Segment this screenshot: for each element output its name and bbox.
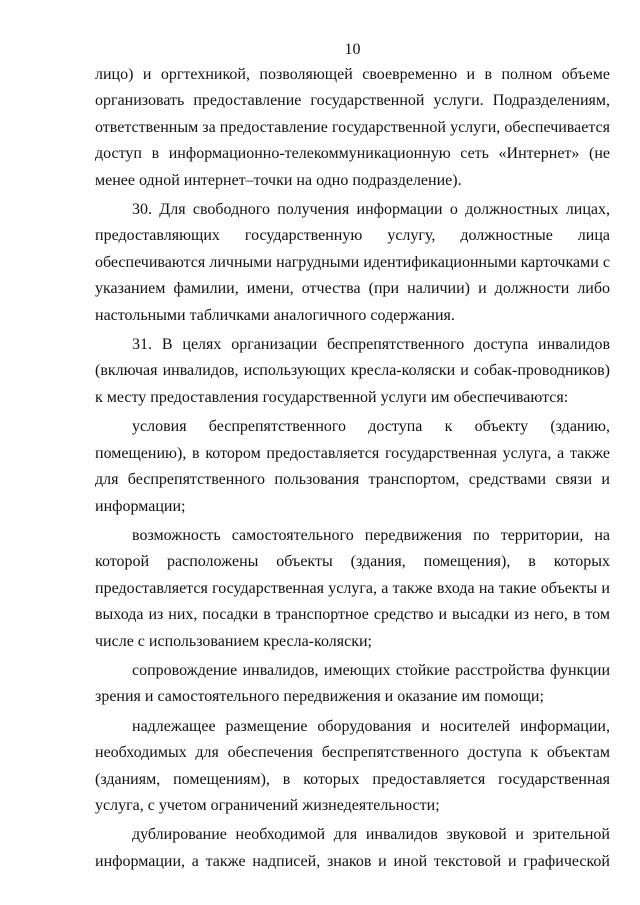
page-number: 10 [344,41,361,58]
document-text [95,62,610,878]
paragraph-item-31-conditions: условия беспрепятственного доступа к объекту (зданию, помещению), в котором предоставляется государственная услуга, а также для беспрепятственного пользования транспортом, средствами связи и информации; [95,418,610,515]
document-page [95,0,610,905]
paragraph-item-30: 30. Для свободного получения информации о должностных лицах, предоставляющих государственную услугу, должностные лица обеспечиваются личными нагрудными идентификационными карточками с указанием фамилии, имени, отчества (при наличии) и должности либо настольными табличками аналогичного содержания. [95,201,610,324]
paragraph-item-31-duplication: дублирование необходимой для инвалидов звуковой и зрительной информации, а также надписей, знаков и иной текстовой и графической [95,826,610,870]
paragraph-item-31-equipment: надлежащее размещение оборудования и носителей информации, необходимых для обеспечения беспрепятственного доступа к объектам (зданиям, помещениям), в которых предоставляется государственная услуга, с учетом ограничений жизнедеятельности; [95,717,610,814]
paragraph-item-31: 31. В целях организации беспрепятственного доступа инвалидов (включая инвалидов, использующих кресла-коляски и собак-проводников) к месту предоставления государственной услуги им обеспечиваются: [95,336,610,406]
paragraph-item-31-movement: возможность самостоятельного передвижения по территории, на которой расположены объекты (здания, помещения), в которых предоставляется государственная услуга, а также входа на такие объекты и выхода из них, посадки в транспортное средство и высадки из него, в том числе с использованием кресла-коляски; [95,526,610,650]
paragraph-continuation: лицо) и оргтехникой, позволяющей своевременно и в полном объеме организовать предоставление государственной услуги. Подразделениям, ответственным за предоставление государственной услуги, обеспечивается доступ в информационно-телекоммуникационную сеть «Интернет» (не менее одной интернет–точки на одно подразделение). [95,66,610,189]
paragraph-item-31-escort: сопровождение инвалидов, имеющих стойкие расстройства функции зрения и самостоятельного передвижения и оказание им помощи; [95,661,610,706]
